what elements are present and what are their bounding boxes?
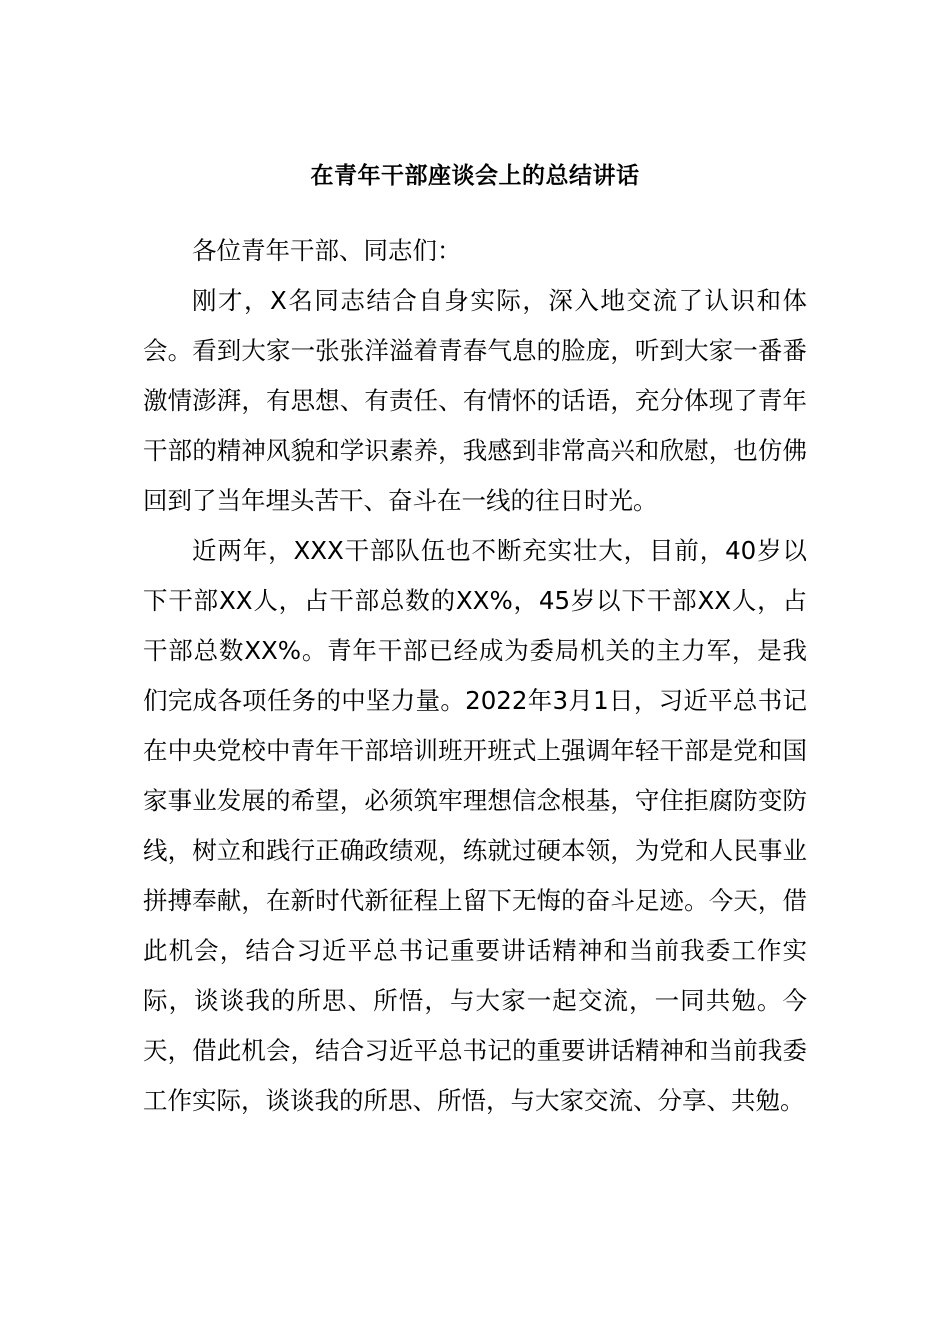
paragraph-2: 近两年，XXX干部队伍也不断充实壮大，目前，40岁以下干部XX人，占干部总数的XX%，45岁以下干部XX人，占干部总数XX%。青年干部已经成为委局机关的主力军，是我们完成各项任务的中坚力量。2022年3月1日，习近平总书记在中央党校中青年干部培训班开班式上强调年轻干部是党和国家事业发展的希望，必须筑牢理想信念根基，守住拒腐防变防线，树立和践行正确政绩观，练就过硬本领，为党和人民事业拼搏奉献，在新时代新征程上留下无悔的奋斗足迹。今天，借此机会，结合习近平总书记重要讲话精神和当前我委工作实际，谈谈我的所思、所悟，与大家一起交流，一同共勉。今天，借此机会，结合习近平总书记的重要讲话精神和当前我委工作实际，谈谈我的所思、所悟，与大家交流、分享、共勉。 (143, 536, 807, 1115)
document-title: 在青年干部座谈会上的总结讲话 (310, 163, 640, 189)
salutation: 各位青年干部、同志们： (192, 236, 462, 265)
document-body (143, 226, 807, 1126)
paragraph-1: 刚才，X名同志结合自身实际，深入地交流了认识和体会。看到大家一张张洋溢着青春气息的脸庞，听到大家一番番激情澎湃，有思想、有责任、有情怀的话语，充分体现了青年干部的精神风貌和学识素养，我感到非常高兴和欣慰，也仿佛回到了当年埋头苦干、奋斗在一线的往日时光。 (143, 286, 807, 515)
